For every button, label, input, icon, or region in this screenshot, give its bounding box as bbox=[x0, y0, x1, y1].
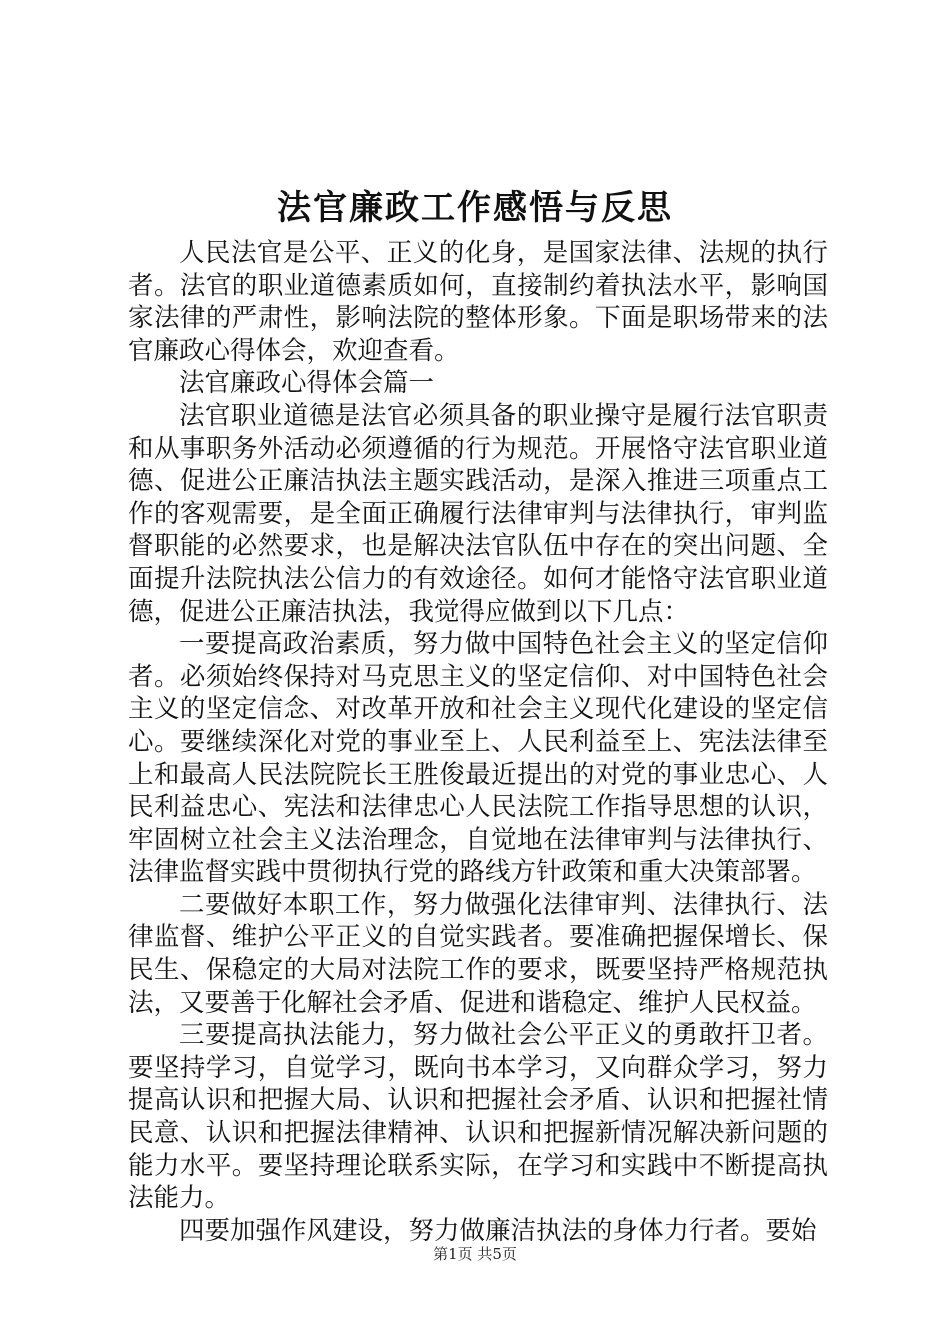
page-number-footer: 第1页 共5页 bbox=[433, 1245, 517, 1263]
section-heading: 法官廉政心得体会篇一 bbox=[179, 368, 435, 399]
document-body bbox=[128, 237, 828, 1247]
paragraph: 一要提高政治素质，努力做中国特色社会主义的坚定信仰者。必须始终保持对马克思主义的坚定信仰、对中国特色社会主义的坚定信念、对改革开放和社会主义现代化建设的坚定信心。要继续深化对党的事业至上、人民利益至上、宪法法律至上和最高人民法院院长王胜俊最近提出的对党的事业忠心、人民利益忠心、宪法和法律忠心人民法院工作指导思想的认识，牢固树立社会主义法治理念，自觉地在法律审判与法律执行、法律监督实践中贯彻执行党的路线方针政策和重大决策部署。 bbox=[128, 629, 828, 888]
paragraph: 四要加强作风建设，努力做廉洁执法的身体力行者。要始 bbox=[179, 1215, 817, 1246]
paragraph-intro: 人民法官是公平、正义的化身，是国家法律、法规的执行者。法官的职业道德素质如何，直接制约着执法水平，影响国家法律的严肃性，影响法院的整体形象。下面是职场带来的法官廉政心得体会，欢迎查看。 bbox=[128, 238, 828, 366]
paragraph: 二要做好本职工作，努力做强化法律审判、法律执行、法律监督、维护公平正义的自觉实践者。要准确把握保增长、保民生、保稳定的大局对法院工作的要求，既要坚持严格规范执法，又要善于化解社会矛盾、促进和谐稳定、维护人民权益。 bbox=[128, 889, 828, 1018]
paragraph: 法官职业道德是法官必须具备的职业操守是履行法官职责和从事职务外活动必须遵循的行为规范。开展恪守法官职业道德、促进公正廉洁执法主题实践活动，是深入推进三项重点工作的客观需要，是全面正确履行法律审判与法律执行，审判监督职能的必然要求，也是解决法官队伍中存在的突出问题、全面提升法院执法公信力的有效途径。如何才能恪守法官职业道德，促进公正廉洁执法，我觉得应做到以下几点： bbox=[128, 400, 828, 627]
page-title: 法官廉政工作感悟与反思 bbox=[277, 188, 673, 228]
paragraph: 三要提高执法能力，努力做社会公平正义的勇敢扞卫者。要坚持学习，自觉学习，既向书本学习，又向群众学习，努力提高认识和把握大局、认识和把握社会矛盾、认识和把握社情民意、认识和把握法律精神、认识和把握新情况解决新问题的能力水平。要坚持理论联系实际，在学习和实践中不断提高执法能力。 bbox=[128, 1020, 828, 1214]
